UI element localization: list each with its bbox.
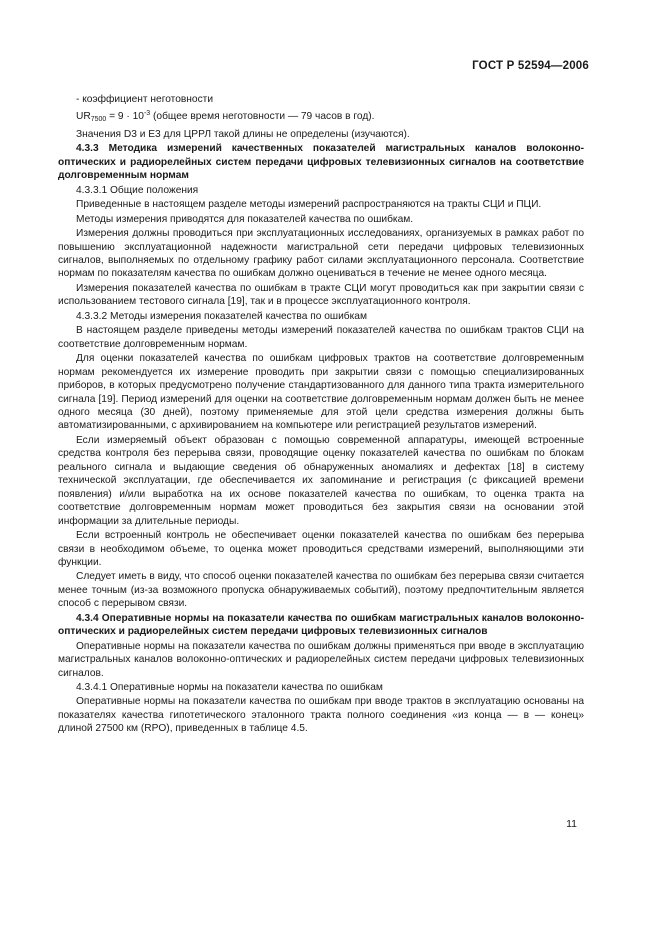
- paragraph-p15: Следует иметь в виду, что способ оценки показателей качества по ошибкам без перерыва связи считается менее точным (из-за возможного пропуска обнаруживаемых событий), поэтому предпочтительным является способ с перерывом связи.: [58, 571, 584, 610]
- paragraph-p17: Оперативные нормы на показатели качества по ошибкам должны применяться при вводе в эксплуатацию магистральных каналов волоконно-оптических и радиорелейных систем передачи цифровых телевизионных сигналов.: [58, 640, 584, 679]
- formula-value: = 9 · 10: [106, 111, 144, 123]
- formula-note: (общее время неготовности — 79 часов в год).: [150, 111, 375, 123]
- page-number: 11: [566, 818, 577, 830]
- subsection-heading-4-3-3-2: 4.3.3.2 Методы измерения показателей качества по ошибкам: [76, 310, 367, 322]
- paragraph-p19: Оперативные нормы на показатели качества по ошибкам при вводе трактов в эксплуатацию основаны на показателях качества гипотетического эталонного тракта полного соединения «из конца — в — конец» длиной 27500 км (RPO), приведенных в таблице 4.5.: [58, 696, 584, 735]
- paragraph-p3: Значения D3 и E3 для ЦРРЛ такой длины не определены (изучаются).: [76, 128, 410, 140]
- paragraph-p2: [58, 107, 584, 126]
- document-body: [58, 93, 584, 737]
- paragraph-p9: Измерения показателей качества по ошибкам в тракте СЦИ могут проводиться как при закрытии связи с использованием тестового сигнала [19], так и в процессе эксплуатационного контроля.: [58, 282, 584, 308]
- formula-ur: UR: [76, 111, 91, 123]
- formula-subscript: 7500: [90, 116, 107, 124]
- formula-superscript: -3: [143, 110, 151, 118]
- paragraph-p6: Приведенные в настоящем разделе методы измерений распространяются на тракты СЦИ и ПЦИ.: [76, 199, 542, 211]
- paragraph-p13: Если измеряемый объект образован с помощью современной аппаратуры, имеющей встроенные средства контроля без перерыва связи, проводящие оценку показателей качества по ошибкам по блокам реального сигнала и выдающие сведения об обнаруженных аномалиях и дефектах [18] в систему технической эксплуатации, где обеспечивается их запоминание и регистрация (с фиксацией времени появления) и/или выработка на их основе показателей качества по ошибкам, то оценка тракта на соответствие долговременным нормам может проводиться без закрытия связи на основании этой информации за длительные периоды.: [58, 434, 584, 527]
- subsection-heading-4-3-3-1: 4.3.3.1 Общие положения: [76, 184, 199, 196]
- subsection-heading-4-3-4-1: 4.3.4.1 Оперативные нормы на показатели качества по ошибкам: [76, 682, 383, 694]
- paragraph-p12: Для оценки показателей качества по ошибкам цифровых трактов на соответствие долговременным нормам рекомендуется их измерение проводить при закрытии связи с помощью специализированных приборов, в которых предусмотрено получение стандартизованного для данного типа тракта измерительного сигнала [19]. Период измерений для оценки на соответствие долговременным нормам должен быть не менее одного месяца (30 дней), поэтому применяемые для этой цели средства измерения должны быть автоматизированными, с архивированием на компьютере или регистрацией результатов измерений.: [58, 353, 584, 432]
- section-heading-4-3-3: 4.3.3 Методика измерений качественных показателей магистральных каналов волоконно-оптических и радиорелейных систем передачи цифровых телевизионных сигналов на соответствие долговременным нормам: [58, 143, 584, 182]
- document-header: ГОСТ Р 52594—2006: [472, 60, 589, 72]
- paragraph-p1: - коэффициент неготовности: [76, 94, 214, 105]
- paragraph-p7: Методы измерения приводятся для показателей качества по ошибкам.: [76, 213, 414, 225]
- paragraph-p14: Если встроенный контроль не обеспечивает оценки показателей качества по ошибкам без перерыва связи в необходимом объеме, то оценка может проводиться средствами измерений, выполняющими эти функции.: [58, 530, 584, 568]
- paragraph-p8: Измерения должны проводиться при эксплуатационных исследованиях, организуемых в рамках работ по повышению эксплуатационной надежности магистральной сети передачи цифровых телевизионных сигналов, выполняемых по отдельному графику работ силами эксплуатационного персонала. Соответствие нормам по показателям качества по ошибкам должно оцениваться в течение не менее одного месяца.: [58, 228, 584, 280]
- paragraph-p11: В настоящем разделе приведены методы измерений показателей качества по ошибкам трактов СЦИ на соответствие долговременным нормам.: [58, 325, 584, 350]
- section-heading-4-3-4: 4.3.4 Оперативные нормы на показатели качества по ошибкам магистральных каналов волоконно-оптических и радиорелейных систем передачи цифровых телевизионных сигналов: [58, 612, 584, 638]
